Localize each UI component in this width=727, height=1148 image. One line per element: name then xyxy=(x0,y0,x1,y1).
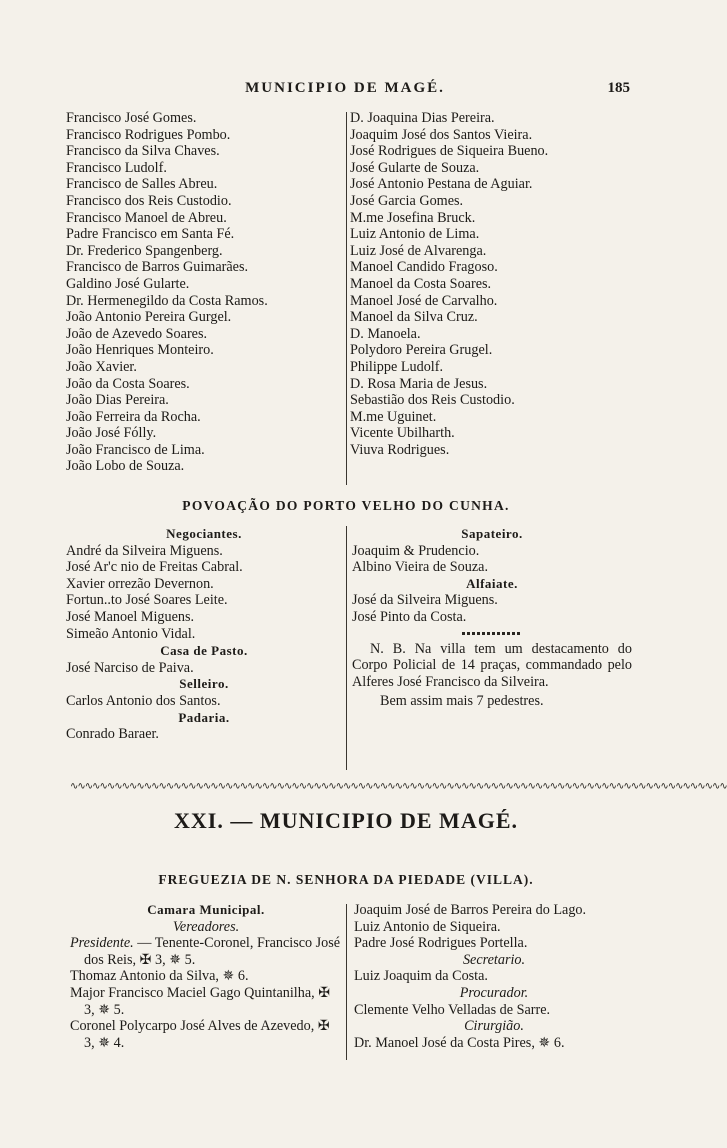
column-rule xyxy=(346,112,347,485)
list-item: Manoel da Silva Cruz. xyxy=(350,309,478,326)
camara-left-column xyxy=(70,902,342,1051)
list-item: D. Manoela. xyxy=(350,325,421,342)
heading-camara-municipal: Camara Municipal. xyxy=(147,902,265,917)
heading-cirurgiao: Cirurgião. xyxy=(464,1018,524,1035)
list-item: Francisco de Barros Guimarães. xyxy=(66,259,249,276)
list-item: Joaquim José dos Santos Vieira. xyxy=(350,126,533,143)
list-item: Coronel Polycarpo José Alves de Azevedo, ✠ 3, ✵ 4. xyxy=(70,1018,330,1051)
list-item: Dr. Hermenegildo da Costa Ramos. xyxy=(66,292,268,309)
list-item: José Manoel Miguens. xyxy=(66,608,195,625)
list-item: José Garcia Gomes. xyxy=(350,192,464,209)
list-item: João de Azevedo Soares. xyxy=(66,325,208,342)
nb-note: N. B. Na villa tem um destacamento do Corpo Policial de 14 praças, commandado pelo Alferes José Francisco da Silveira. xyxy=(352,640,632,690)
list-item: João José Fólly. xyxy=(66,425,157,442)
list-item: M.me Josefina Bruck. xyxy=(350,209,476,226)
list-item: José Pinto da Costa. xyxy=(352,608,467,625)
list-item: Manoel da Costa Soares. xyxy=(350,275,492,292)
heading-negociantes: Negociantes. xyxy=(166,526,242,541)
porto-left-column xyxy=(66,526,342,743)
presidente-entry xyxy=(70,935,342,968)
list-item: Joaquim & Prudencio. xyxy=(352,542,480,559)
list-item: Luiz Antonio de Lima. xyxy=(350,226,480,243)
negociantes-list xyxy=(66,543,342,643)
column-rule xyxy=(346,904,347,1060)
list-item: Fortun..to José Soares Leite. xyxy=(66,592,228,609)
list-item: D. Joaquina Dias Pereira. xyxy=(350,110,495,126)
list-item: Joaquim José de Barros Pereira do Lago. xyxy=(354,902,587,918)
heading-vereadores: Vereadores. xyxy=(172,918,240,935)
list-item: João Xavier. xyxy=(66,358,137,375)
list-item: Manoel José de Carvalho. xyxy=(350,292,498,309)
list-item: José da Silveira Miguens. xyxy=(352,592,498,609)
list-item: José Narciso de Paiva. xyxy=(66,659,194,676)
section-title-porto-velho: POVOAÇÃO DO PORTO VELHO DO CUNHA. xyxy=(182,498,510,513)
list-item: Conrado Baraer. xyxy=(66,726,159,743)
list-item: Manoel Candido Fragoso. xyxy=(350,259,498,276)
list-item: Dr. Frederico Spangenberg. xyxy=(66,242,223,259)
list-item: João Lobo de Souza. xyxy=(66,458,185,475)
section-title-freguezia: FREGUEZIA DE N. SENHORA DA PIEDADE (VILLA). xyxy=(158,872,534,887)
list-item: Padre Francisco em Santa Fé. xyxy=(66,226,235,243)
heading-alfaiate: Alfaiate. xyxy=(466,575,518,591)
list-item: Polydoro Pereira Grugel. xyxy=(350,342,493,359)
presidente-label: Presidente. xyxy=(70,935,134,952)
presidente-name: — Tenente-Coronel, Francisco José dos Reis, ✠ 3, ✵ 5. xyxy=(84,935,341,968)
list-item: José Gularte de Souza. xyxy=(350,159,480,176)
page-number: 185 xyxy=(607,80,630,96)
list-item: Sebastião dos Reis Custodio. xyxy=(350,392,515,409)
list-item: Luiz José de Alvarenga. xyxy=(350,242,487,259)
sapateiro-list xyxy=(352,543,632,576)
list-item: Thomaz Antonio da Silva, ✵ 6. xyxy=(70,968,249,985)
ornament-divider xyxy=(462,632,522,635)
name-list-left xyxy=(66,110,346,475)
list-item: André da Silveira Miguens. xyxy=(66,542,223,559)
list-item: Francisco Ludolf. xyxy=(66,159,167,176)
heading-procurador: Procurador. xyxy=(459,984,529,1001)
alfaiate-list xyxy=(352,592,632,625)
list-item: Francisco da Silva Chaves. xyxy=(66,143,220,160)
list-item: Galdino José Gularte. xyxy=(66,275,190,292)
list-item: Francisco Rodrigues Pombo. xyxy=(66,126,231,143)
list-item: Carlos Antonio dos Santos. xyxy=(66,692,221,709)
list-item: Clemente Velho Velladas de Sarre. xyxy=(354,1001,551,1018)
list-item: José Rodrigues de Siqueira Bueno. xyxy=(350,143,549,160)
running-title: MUNICIPIO DE MAGÉ. xyxy=(245,80,445,96)
list-item: D. Rosa Maria de Jesus. xyxy=(350,375,488,392)
list-item: Luiz Joaquim da Costa. xyxy=(354,968,488,985)
vereadores-list-continued xyxy=(354,902,634,952)
list-item: José Antonio Pestana de Aguiar. xyxy=(350,176,533,193)
list-item: Francisco José Gomes. xyxy=(66,110,197,126)
list-item: Vicente Ubilharth. xyxy=(350,425,455,442)
list-item: Albino Vieira de Souza. xyxy=(352,559,488,576)
heading-casa-de-pasto: Casa de Pasto. xyxy=(160,643,248,659)
list-item: João Dias Pereira. xyxy=(66,392,169,409)
list-item: Luiz Antonio de Siqueira. xyxy=(354,918,501,935)
list-item: Viuva Rodrigues. xyxy=(350,441,450,458)
heading-selleiro: Selleiro. xyxy=(179,676,229,692)
list-item: Padre José Rodrigues Portella. xyxy=(354,935,528,952)
list-item: Philippe Ludolf. xyxy=(350,358,444,375)
list-item: Major Francisco Maciel Gago Quintanilha, ✠ 3, ✵ 5. xyxy=(70,984,331,1018)
chapter-title: XXI. — MUNICIPIO DE MAGÉ. xyxy=(174,808,518,833)
list-item: Francisco Manoel de Abreu. xyxy=(66,209,227,226)
list-item: João Ferreira da Rocha. xyxy=(66,408,201,425)
wavy-rule: ∿∿∿∿∿∿∿∿∿∿∿∿∿∿∿∿∿∿∿∿∿∿∿∿∿∿∿∿∿∿∿∿∿∿∿∿∿∿∿∿∿∿∿∿∿∿∿∿∿∿∿∿∿∿∿∿∿∿∿∿∿∿∿∿∿∿∿∿∿∿∿∿∿∿∿∿∿∿∿∿∿∿∿∿∿∿∿∿∿ xyxy=(70,781,727,792)
list-item: Francisco dos Reis Custodio. xyxy=(66,192,232,209)
nb-note-continued: Bem assim mais 7 pedestres. xyxy=(380,693,544,710)
heading-padaria: Padaria. xyxy=(178,709,230,725)
list-item: João Henriques Monteiro. xyxy=(66,342,214,359)
heading-secretario: Secretario. xyxy=(462,951,526,968)
page-header xyxy=(60,80,630,100)
list-item: José Ar'c nio de Freitas Cabral. xyxy=(66,559,243,576)
list-item: João Francisco de Lima. xyxy=(66,441,205,458)
name-list-right xyxy=(350,110,635,458)
list-item: Dr. Manoel José da Costa Pires, ✵ 6. xyxy=(354,1034,565,1051)
vereadores-list xyxy=(70,968,342,1051)
list-item: João Antonio Pereira Gurgel. xyxy=(66,309,232,326)
list-item: Simeão Antonio Vidal. xyxy=(66,625,196,642)
list-item: João da Costa Soares. xyxy=(66,375,190,392)
column-rule xyxy=(346,526,347,770)
porto-right-column xyxy=(352,526,632,710)
list-item: Xavier orrezão Devernon. xyxy=(66,575,214,592)
list-item: M.me Uguinet. xyxy=(350,408,437,425)
list-item: Francisco de Salles Abreu. xyxy=(66,176,218,193)
heading-sapateiro: Sapateiro. xyxy=(461,526,523,541)
camara-right-column xyxy=(354,902,634,1051)
